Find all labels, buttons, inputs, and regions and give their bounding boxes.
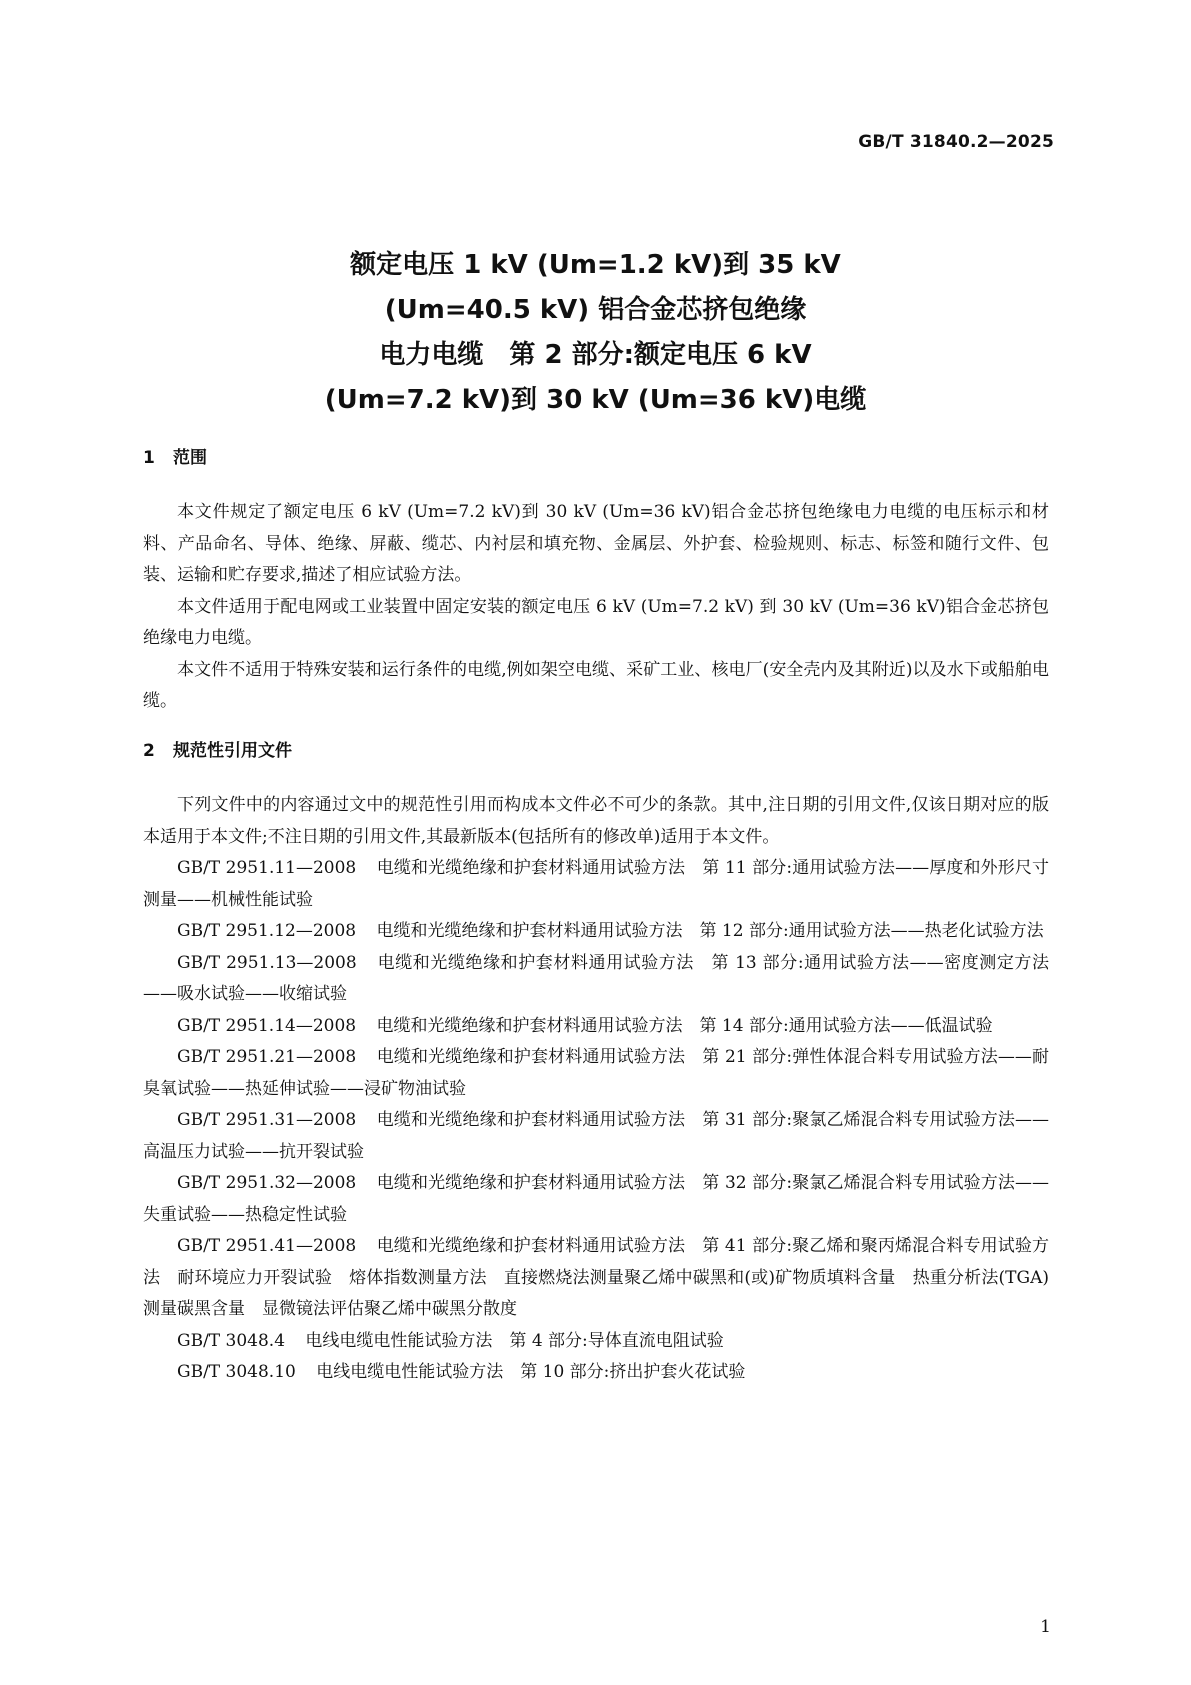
reference-item bbox=[143, 1357, 1049, 1389]
reference-code: GB/T 2951.13—2008 bbox=[177, 952, 357, 973]
section-title: 范围 bbox=[173, 448, 207, 468]
reference-item bbox=[143, 916, 1049, 948]
reference-code: GB/T 2951.31—2008 bbox=[177, 1110, 357, 1130]
title-line: 额定电压 1 kV (Um=1.2 kV)到 35 kV bbox=[350, 250, 841, 280]
reference-title: 电缆和光缆绝缘和护套材料通用试验方法 第 12 部分:通用试验方法——热老化试验方法 bbox=[376, 921, 1044, 941]
reference-title: 电线电缆电性能试验方法 第 4 部分:导体直流电阻试验 bbox=[305, 1330, 724, 1351]
section-heading-scope bbox=[143, 443, 207, 468]
title-line: (Um=7.2 kV)到 30 kV (Um=36 kV)电缆 bbox=[324, 385, 867, 415]
scope-paragraph: 本文件不适用于特殊安装和运行条件的电缆,例如架空电缆、采矿工业、核电厂(安全壳内及其附近)以及水下或船舶电缆。 bbox=[143, 659, 1049, 711]
reference-title: 电缆和光缆绝缘和护套材料通用试验方法 第 21 部分:弹性体混合料专用试验方法——耐臭氧试验——热延伸试验——浸矿物油试验 bbox=[143, 1047, 1050, 1099]
page-number: 1 bbox=[1040, 1617, 1051, 1637]
reference-code: GB/T 2951.21—2008 bbox=[177, 1047, 357, 1067]
reference-title: 电缆和光缆绝缘和护套材料通用试验方法 第 11 部分:通用试验方法——厚度和外形尺寸测量——机械性能试验 bbox=[143, 858, 1050, 910]
reference-code: GB/T 2951.41—2008 bbox=[177, 1236, 357, 1256]
reference-item bbox=[143, 1326, 1049, 1358]
reference-item bbox=[143, 1105, 1049, 1168]
reference-title: 电缆和光缆绝缘和护套材料通用试验方法 第 31 部分:聚氯乙烯混合料专用试验方法——高温压力试验——抗开裂试验 bbox=[143, 1110, 1050, 1162]
section-heading-normative-references bbox=[143, 736, 292, 761]
document-title bbox=[0, 243, 1191, 423]
reference-code: GB/T 2951.11—2008 bbox=[177, 858, 357, 878]
reference-title: 电缆和光缆绝缘和护套材料通用试验方法 第 14 部分:通用试验方法——低温试验 bbox=[376, 1015, 993, 1036]
reference-title: 电缆和光缆绝缘和护套材料通用试验方法 第 32 部分:聚氯乙烯混合料专用试验方法——失重试验——热稳定性试验 bbox=[143, 1173, 1050, 1225]
reference-code: GB/T 3048.10 bbox=[177, 1362, 296, 1382]
scope-paragraph: 本文件规定了额定电压 6 kV (Um=7.2 kV)到 30 kV (Um=36 kV)铝合金芯挤包绝缘电力电缆的电压标示和材料、产品命名、导体、绝缘、屏蔽、缆芯、内衬层和填充物、金属层、外护套、检验规则、标志、标签和随行文件、包装、运输和贮存要求,描述了相应试验方法。 bbox=[143, 502, 1049, 585]
reference-item bbox=[143, 948, 1049, 1011]
reference-item bbox=[143, 1011, 1049, 1043]
reference-item bbox=[143, 1042, 1049, 1105]
scope-paragraph: 本文件适用于配电网或工业装置中固定安装的额定电压 6 kV (Um=7.2 kV) 到 30 kV (Um=36 kV)铝合金芯挤包绝缘电力电缆。 bbox=[143, 596, 1049, 648]
title-line: 电力电缆 第 2 部分:额定电压 6 kV bbox=[379, 340, 812, 370]
reference-title: 电缆和光缆绝缘和护套材料通用试验方法 第 41 部分:聚乙烯和聚丙烯混合料专用试验方法 耐环境应力开裂试验 熔体指数测量方法 直接燃烧法测量聚乙烯中碳黑和(或)矿物质填料含量 热重分析法(TGA)测量碳黑含量 显微镜法评估聚乙烯中碳黑分散度 bbox=[143, 1236, 1050, 1319]
reference-code: GB/T 2951.14—2008 bbox=[177, 1015, 357, 1036]
reference-code: GB/T 2951.32—2008 bbox=[177, 1173, 357, 1193]
standard-number: GB/T 31840.2—2025 bbox=[858, 132, 1054, 152]
reference-code: GB/T 2951.12—2008 bbox=[177, 921, 357, 941]
references-intro: 下列文件中的内容通过文中的规范性引用而构成本文件必不可少的条款。其中,注日期的引用文件,仅该日期对应的版本适用于本文件;不注日期的引用文件,其最新版本(包括所有的修改单)适用于本文件。 bbox=[143, 795, 1049, 847]
section-number: 1 bbox=[143, 448, 155, 468]
reference-title: 电线电缆电性能试验方法 第 10 部分:挤出护套火花试验 bbox=[316, 1362, 746, 1382]
section-number: 2 bbox=[143, 741, 155, 761]
reference-item bbox=[143, 1168, 1049, 1231]
reference-item bbox=[143, 853, 1049, 916]
scope-body bbox=[143, 497, 1049, 718]
reference-title: 电缆和光缆绝缘和护套材料通用试验方法 第 13 部分:通用试验方法——密度测定方法——吸水试验——收缩试验 bbox=[143, 952, 1049, 1004]
title-line: (Um=40.5 kV) 铝合金芯挤包绝缘 bbox=[384, 295, 807, 325]
reference-code: GB/T 3048.4 bbox=[177, 1330, 286, 1351]
reference-item bbox=[143, 1231, 1049, 1326]
references-body bbox=[143, 790, 1049, 1389]
section-title: 规范性引用文件 bbox=[173, 741, 292, 761]
